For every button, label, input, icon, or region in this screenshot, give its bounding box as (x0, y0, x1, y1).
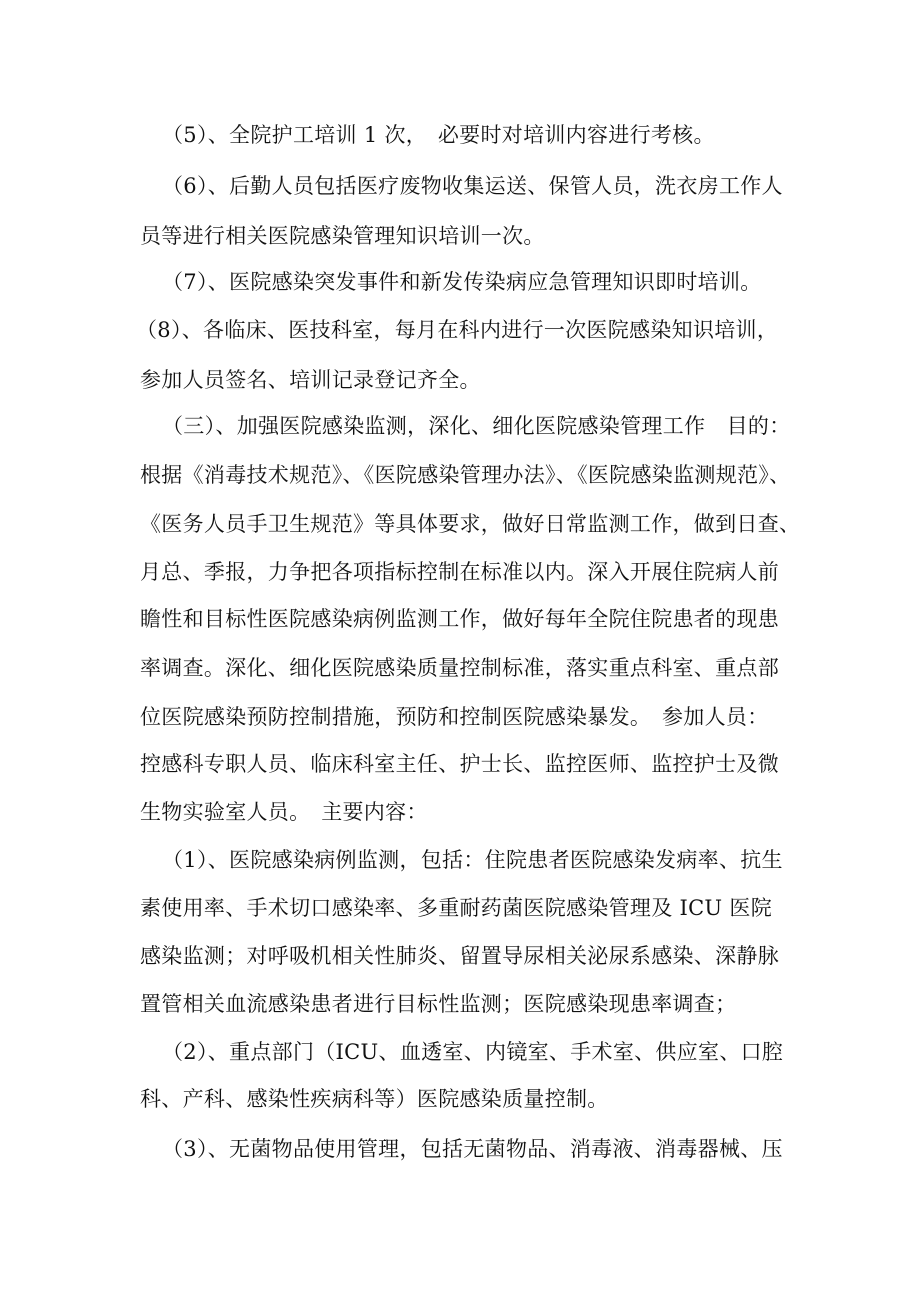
text-line: 生物实验室人员。 主要内容： (140, 800, 428, 824)
text-line: 《医务人员手卫生规范》等具体要求，做好日常监测工作，做到日查、 (140, 512, 801, 536)
text-line: 瞻性和目标性医院感染病例监测工作，做好每年全院住院患者的现患 (140, 607, 779, 631)
text-line: （1）、医院感染病例监测，包括：住院患者医院感染发病率、抗生 (162, 848, 783, 872)
text-line: 科、产科、感染性疾病科等）医院感染质量控制。 (140, 1087, 609, 1111)
text-line: （3）、无菌物品使用管理，包括无菌物品、消毒液、消毒器械、压 (162, 1137, 783, 1161)
text-line: （2）、重点部门（ICU、血透室、内镜室、手术室、供应室、口腔 (162, 1040, 784, 1064)
text-line: 参加人员签名、培训记录登记齐全。 (140, 368, 481, 392)
text-line: 月总、季报，力争把各项指标控制在标准以内。深入开展住院病人前 (140, 560, 779, 584)
text-line: 位医院感染预防控制措施，预防和控制医院感染暴发。 参加人员： (140, 705, 769, 729)
text-line: （5）、全院护工培训 1 次， 必要时对培训内容进行考核。 (162, 123, 715, 147)
text-line: （8）、各临床、医技科室，每月在科内进行一次医院感染知识培训， (136, 318, 779, 342)
text-line: （7）、医院感染突发事件和新发传染病应急管理知识即时培训。 (162, 270, 762, 294)
text-line: 素使用率、手术切口感染率、多重耐药菌医院感染管理及 ICU 医院 (140, 896, 773, 920)
text-line: 率调查。深化、细化医院感染质量控制标准，落实重点科室、重点部 (140, 656, 779, 680)
text-line: 感染监测；对呼吸机相关性肺炎、留置导尿相关泌尿系感染、深静脉 (140, 944, 779, 968)
section-heading: （三）、加强医院感染监测，深化、细化医院感染管理工作 目的： (162, 414, 791, 438)
text-line: 控感科专职人员、临床科室主任、护士长、监控医师、监控护士及微 (140, 752, 779, 776)
text-line: （6）、后勤人员包括医疗废物收集运送、保管人员，洗衣房工作人 (162, 174, 783, 198)
text-line: 置管相关血流感染患者进行目标性监测；医院感染现患率调查； (140, 992, 737, 1016)
text-line: 员等进行相关医院感染管理知识培训一次。 (140, 224, 545, 248)
text-line: 根据《消毒技术规范》、《医院感染管理办法》、《医院感染监测规范》、 (140, 463, 791, 487)
